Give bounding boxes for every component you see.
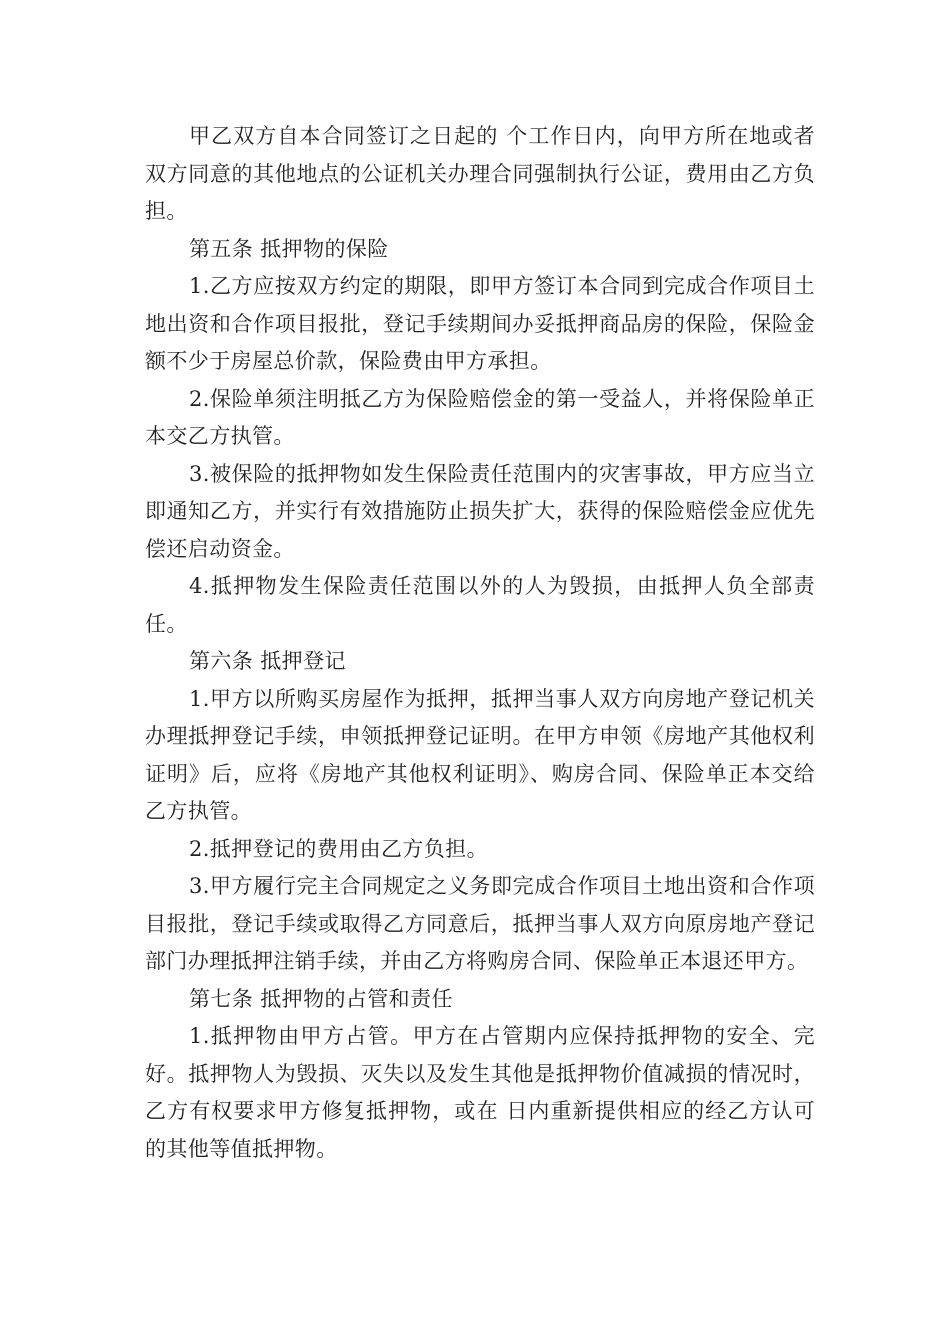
article-6-clause-2: 2.抵押登记的费用由乙方负担。 <box>189 836 489 861</box>
article-5-clause-3: 3.被保险的抵押物如发生保险责任范围内的灾害事故，甲方应当立即通知乙方，并实行有效措施防止损失扩大，获得的保险赔偿金应优先偿还启动资金。 <box>145 461 815 561</box>
paragraph-notarization: 甲乙双方自本合同签订之日起的 个工作日内，向甲方所在地或者双方同意的其他地点的公证机关办理合同强制执行公证，费用由乙方负担。 <box>145 124 815 223</box>
article-5-clause-4: 4.抵押物发生保险责任范围以外的人为毁损，由抵押人负全部责任。 <box>145 574 815 636</box>
article-6-clause-3: 3.甲方履行完主合同规定之义务即完成合作项目土地出资和合作项目报批，登记手续或取得乙方同意后，抵押当事人双方向原房地产登记部门办理抵押注销手续，并由乙方将购房合同、保险单正本退还甲方。 <box>145 874 815 973</box>
article-6-heading: 第六条 抵押登记 <box>189 649 346 673</box>
article-6-clause-1: 1.甲方以所购买房屋作为抵押，抵押当事人双方向房地产登记机关办理抵押登记手续，申领抵押登记证明。在甲方申领《房地产其他权利证明》后，应将《房地产其他权利证明》、购房合同、保险单正本交给乙方执管。 <box>145 686 815 823</box>
article-7-clause-1: 1.抵押物由甲方占管。甲方在占管期内应保持抵押物的安全、完好。抵押物人为毁损、灭失以及发生其他是抵押物价值减损的情况时，乙方有权要求甲方修复抵押物，或在 日内重新提供相应的经乙方认可的其他等值抵押物。 <box>145 1024 815 1161</box>
article-5-clause-1: 1.乙方应按双方约定的期限，即甲方签订本合同到完成合作项目土地出资和合作项目报批，登记手续期间办妥抵押商品房的保险，保险金额不少于房屋总价款，保险费由甲方承担。 <box>145 274 815 373</box>
article-5-heading: 第五条 抵押物的保险 <box>189 236 389 261</box>
article-7-heading: 第七条 抵押物的占管和责任 <box>189 986 453 1011</box>
article-5-clause-2: 2.保险单须注明抵乙方为保险赔偿金的第一受益人，并将保险单正本交乙方执管。 <box>145 386 815 448</box>
document-body <box>145 118 815 1168</box>
